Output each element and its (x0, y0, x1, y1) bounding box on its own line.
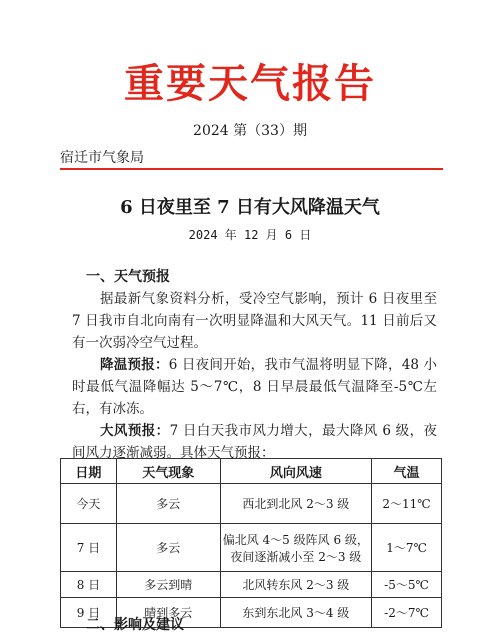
table-row (61, 524, 442, 572)
header-date: 日期 (61, 459, 117, 484)
report-masthead: 重要天气报告 (124, 60, 376, 107)
report-headline: 6 日夜里至 7 日有大风降温天气 (120, 197, 380, 218)
cell-date: 7 日 (61, 524, 117, 572)
cell-weather: 晴到多云 (116, 598, 220, 628)
cell-temperature: 2～11℃ (372, 484, 442, 524)
cell-wind: 北风转东风 2～3 级 (220, 572, 372, 598)
cell-wind: 西北到北风 2～3 级 (220, 484, 372, 524)
red-divider (60, 168, 443, 170)
issuing-agency: 宿迁市气象局 (60, 150, 144, 166)
cell-temperature: -2～7℃ (372, 598, 442, 628)
cell-date: 9 日 (61, 598, 117, 628)
section-heading-forecast: 一、天气预报 (86, 269, 170, 285)
header-weather: 天气现象 (116, 459, 220, 484)
forecast-table (60, 458, 442, 628)
cell-wind: 偏北风 4～5 级阵风 6 级，夜间逐渐减小至 2～3 级 (220, 524, 372, 572)
wind-label: 大风预报： (100, 423, 170, 439)
cell-date: 今天 (61, 484, 117, 524)
cooling-text: 6 日夜间开始，我市气温将明显下降，48 小时最低气温降幅达 5～7℃，8 日早晨最低气温降至-5℃左右，有冰冻。 (72, 357, 437, 417)
wind-text: 7 日白天我市风力增大，最大降风 6 级，夜间风力逐渐减弱。具体天气预报： (72, 423, 437, 461)
cell-temperature: 1～7℃ (372, 524, 442, 572)
issue-number: 2024 第（33）期 (193, 123, 307, 139)
cooling-forecast-paragraph (72, 354, 437, 420)
table-row (61, 572, 442, 598)
cell-temperature: -5～5℃ (372, 572, 442, 598)
table-row (61, 484, 442, 524)
forecast-paragraph: 据最新气象资料分析，受冷空气影响，预计 6 日夜里至 7 日我市自北向南有一次明显降温和大风天气。11 日前后又有一次弱冷空气过程。 (72, 291, 437, 351)
cooling-label: 降温预报： (100, 357, 169, 373)
section-heading-impact: 二、影响及建议 (86, 617, 184, 633)
report-date: 2024 年 12 月 6 日 (188, 228, 312, 242)
header-wind: 风向风速 (220, 459, 372, 484)
cell-date: 8 日 (61, 572, 117, 598)
cell-weather: 多云到晴 (116, 572, 220, 598)
header-temperature: 气温 (372, 459, 442, 484)
cell-weather: 多云 (116, 484, 220, 524)
cell-wind: 东到东北风 3～4 级 (220, 598, 372, 628)
cell-weather: 多云 (116, 524, 220, 572)
table-header-row (61, 459, 442, 484)
